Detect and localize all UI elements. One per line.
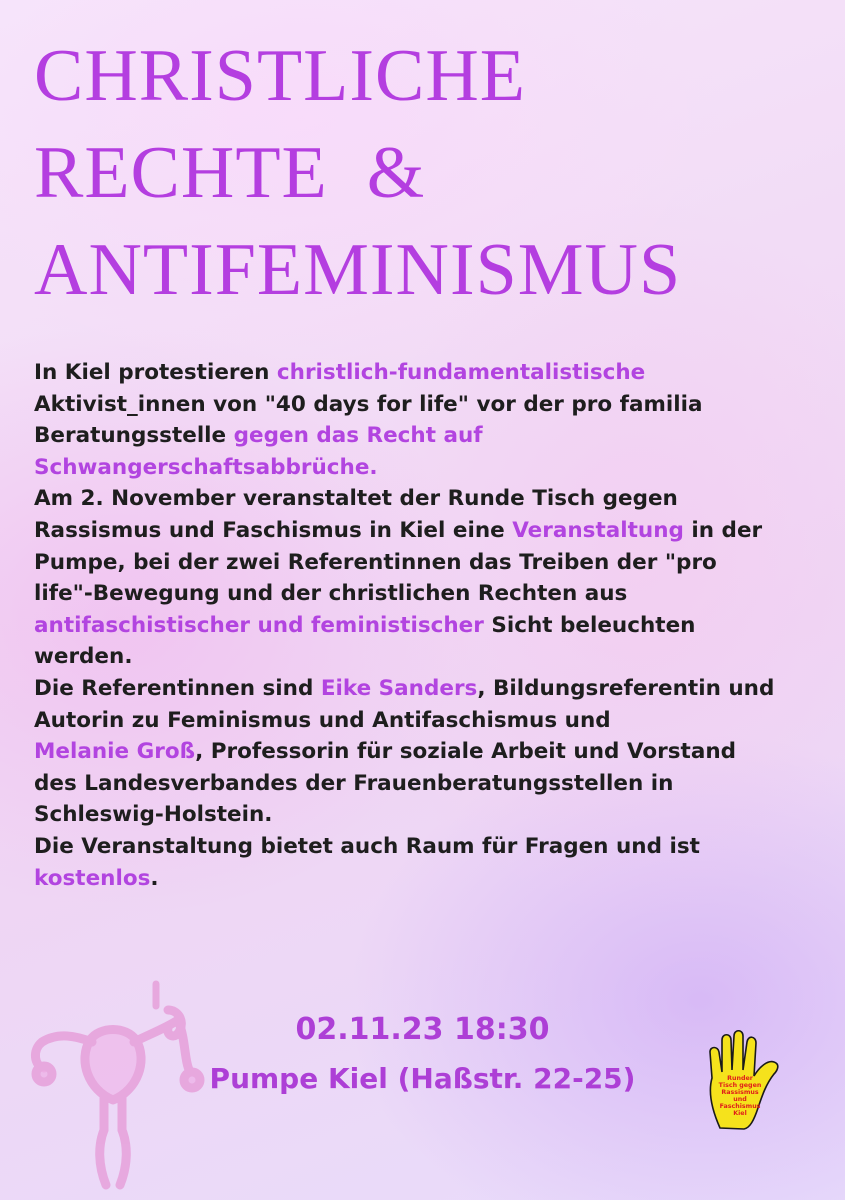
- title-line-3: ANTIFEMINISMUS: [34, 229, 682, 311]
- highlight-text: kostenlos: [34, 865, 151, 891]
- text: , Professorin für soziale Arbeit und Vorstand: [195, 739, 737, 765]
- event-location: Pumpe Kiel (Haßstr. 22-25): [209, 1062, 636, 1095]
- logo-text-line: Runder: [727, 1075, 753, 1082]
- body-line: [34, 515, 824, 547]
- text: In Kiel protestieren: [34, 360, 277, 385]
- body-line: [34, 863, 824, 895]
- highlight-text: christlich-fundamentalistische: [276, 360, 646, 385]
- body-line: Pumpe, bei der zwei Referentinnen das Treiben der "pro: [34, 549, 717, 575]
- speaker-name: Eike Sanders: [320, 675, 478, 701]
- body-line: werden.: [34, 644, 133, 670]
- body-line: Schleswig-Holstein.: [34, 802, 273, 828]
- text: Rassismus und Faschismus in Kiel eine: [34, 517, 513, 543]
- text: in der: [683, 517, 763, 543]
- body-line: Am 2. November veranstaltet der Runde Tisch gegen: [34, 486, 678, 512]
- text: Beratungsstelle: [34, 423, 234, 449]
- body-line: [34, 610, 824, 642]
- body-line: Aktivist_innen von "40 days for life" vor der pro familia: [34, 391, 703, 417]
- body-line: Autorin zu Feminismus und Antifaschismus und: [34, 707, 611, 733]
- highlight-text: antifaschistischer und feministischer: [34, 612, 484, 638]
- body-line: Die Veranstaltung bietet auch Raum für Fragen und ist: [34, 833, 700, 859]
- body-line: des Landesverbandes der Frauenberatungsstellen in: [34, 770, 674, 796]
- body-line: life"-Bewegung und der christlichen Rechten aus: [34, 581, 628, 607]
- raised-hand-logo-icon: [700, 1030, 790, 1130]
- body-line: [34, 736, 824, 768]
- highlight-text: gegen das Recht auf: [233, 423, 483, 449]
- event-datetime: 02.11.23 18:30: [295, 1012, 550, 1047]
- logo-text-line: Tisch gegen: [718, 1082, 762, 1089]
- text: .: [150, 865, 159, 891]
- logo-text-line: und: [733, 1096, 747, 1103]
- text: Die Referentinnen sind: [34, 675, 321, 701]
- text: Sicht beleuchten: [483, 612, 696, 638]
- logo-text-line: Kiel: [733, 1110, 747, 1117]
- title-line-1: CHRISTLICHE: [34, 35, 526, 117]
- title-line-2: RECHTE &: [34, 132, 426, 214]
- body-line: [34, 420, 824, 452]
- highlight-text: Veranstaltung: [512, 517, 684, 543]
- logo-text-line: Faschismus: [719, 1103, 761, 1110]
- speaker-name: Melanie Groß: [34, 739, 196, 765]
- poster-body-text: [34, 357, 824, 894]
- body-line: [34, 357, 824, 389]
- body-line: Schwangerschaftsabbrüche.: [34, 454, 378, 480]
- text: , Bildungsreferentin und: [477, 675, 775, 701]
- poster-title: [34, 28, 681, 319]
- logo-text-line: Rassismus: [721, 1089, 759, 1096]
- body-line: [34, 673, 824, 705]
